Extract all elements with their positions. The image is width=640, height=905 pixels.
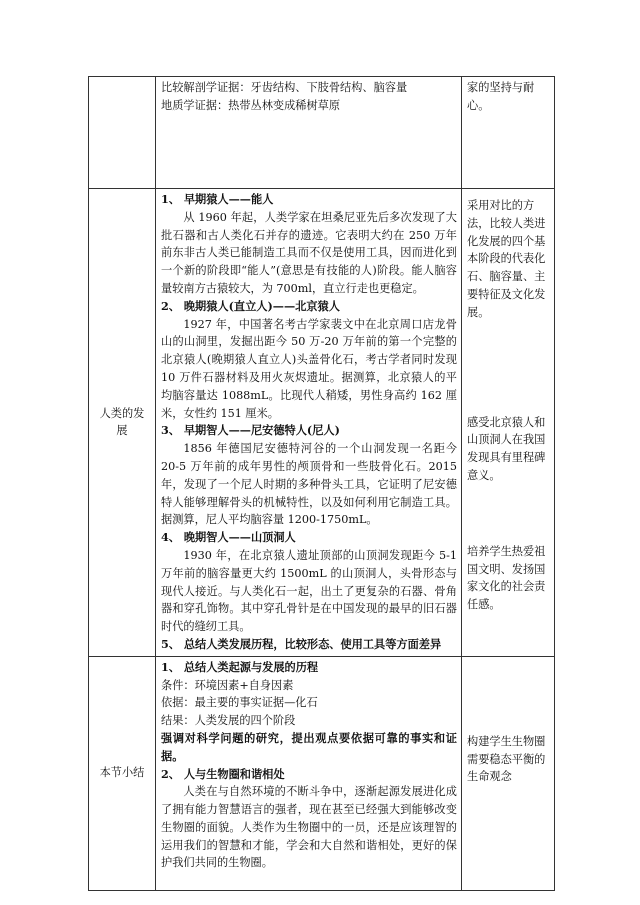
content-cell — [156, 656, 462, 890]
section-heading: 5、 总结人类发展历程，比较形态、使用工具等方面差异 — [161, 636, 442, 651]
section-heading: 2、 人与生物圈和谐相处 — [161, 766, 285, 781]
summary-line: 依据：最主要的事实证据—化石 — [161, 696, 318, 710]
table-row — [89, 189, 555, 657]
paragraph: 1930 年，在北京猿人遗址顶部的山顶洞发现距今 5-1 万年前的脑容量更大约 1500mL 的山顶洞人，头骨形态与现代人接近。与人类化石一起，出土了更复杂的石器、骨角器和穿孔饰物。其中穿孔骨针是在中国发现的最早的旧石器时代的缝纫工具。 — [161, 548, 457, 634]
paragraph: 1856 年德国尼安德特河谷的一个山洞发现一名距今 20-5 万年前的成年男性的颅顶骨和一些肢骨化石。2015 年，发现了一个尼人时期的多种骨头工具，它证明了尼安德特人能够理解骨头的机械特性，以及如何利用它制造工具。据测算，尼人平均脑容量 1200-1750mL。 — [161, 442, 457, 527]
paragraph: 1927 年，中国著名考古学家裴文中在北京周口店龙骨山的山洞里，发掘出距今 50 万-20 万年前的第一个完整的北京猿人(晚期猿人直立人)头盖骨化石，考古学者同时发现 10 万件石器材料及用火灰烬遗址。据测算，北京猿人的平均脑容量达 1088mL。比现代人稍矮，男性身高约 162 厘米，女性约 151 厘米。 — [161, 317, 457, 420]
category-label: 人类的发展 — [89, 189, 156, 657]
section-heading: 4、 晚期智人——山顶洞人 — [161, 530, 296, 545]
note-text: 构建学生生物圈需要稳态平衡的生命观念 — [467, 734, 546, 784]
paragraph: 从 1960 年起，人类学家在坦桑尼亚先后多次发现了大批石器和古人类化石并存的遗迹。它表明大约在 250 万年前东非古人类已能制造工具而不仅是使用工具，因而进化到一个新的阶段即“能人”(意思是有技能的人)阶段。能人脑容量较南方古猿较大，为 700ml，直立行走也更稳定。 — [161, 210, 457, 295]
evidence-line: 地质学证据：热带丛林变成稀树草原 — [161, 98, 341, 112]
content-cell — [156, 77, 462, 189]
paragraph: 人类在与自然环境的不断斗争中，逐渐起源发展进化成了拥有能力智慧语言的强者，现在甚至已经强大到能够改变生物圈的面貌。人类作为生物圈中的一员，还是应该理智的运用我们的智慧和才能，学会和大自然和谐相处，更好的保护我们共同的生物圈。 — [161, 785, 457, 870]
section-heading: 1、 早期猿人——能人 — [161, 192, 274, 206]
note-text: 感受北京猿人和山顶洞人在我国发现具有里程碑意义。 — [467, 415, 546, 482]
note-text: 家的坚持与耐心。 — [467, 81, 535, 112]
table-row — [89, 77, 555, 189]
section-heading: 3、 早期智人——尼安德特人(尼人) — [161, 423, 340, 438]
summary-line: 条件：环境因素+自身因素 — [161, 678, 294, 692]
note-cell — [462, 656, 555, 890]
section-heading: 1、 总结人类起源与发展的历程 — [161, 659, 319, 674]
note-text: 培养学生热爱祖国文明、发扬国家文化的社会责任感。 — [467, 544, 546, 612]
emphasis-line: 强调对科学问题的研究，提出观点要依据可靠的事实和证据。 — [161, 730, 457, 763]
note-cell — [462, 77, 555, 189]
section-heading: 2、 晚期猿人(直立人)——北京猿人 — [161, 298, 340, 313]
category-label: 本节小结 — [89, 656, 156, 890]
content-cell — [156, 189, 462, 657]
table-row — [89, 656, 555, 890]
summary-line: 结果：人类发展的四个阶段 — [161, 714, 296, 728]
evidence-line: 比较解剖学证据：牙齿结构、下肢骨结构、脑容量 — [161, 81, 408, 94]
note-text: 采用对比的方法，比较人类进化发展的四个基本阶段的代表化石、脑容量、主要特征及文化发展。 — [467, 199, 546, 319]
note-cell — [462, 189, 555, 657]
category-cell — [89, 77, 156, 189]
lesson-plan-table — [88, 76, 555, 891]
